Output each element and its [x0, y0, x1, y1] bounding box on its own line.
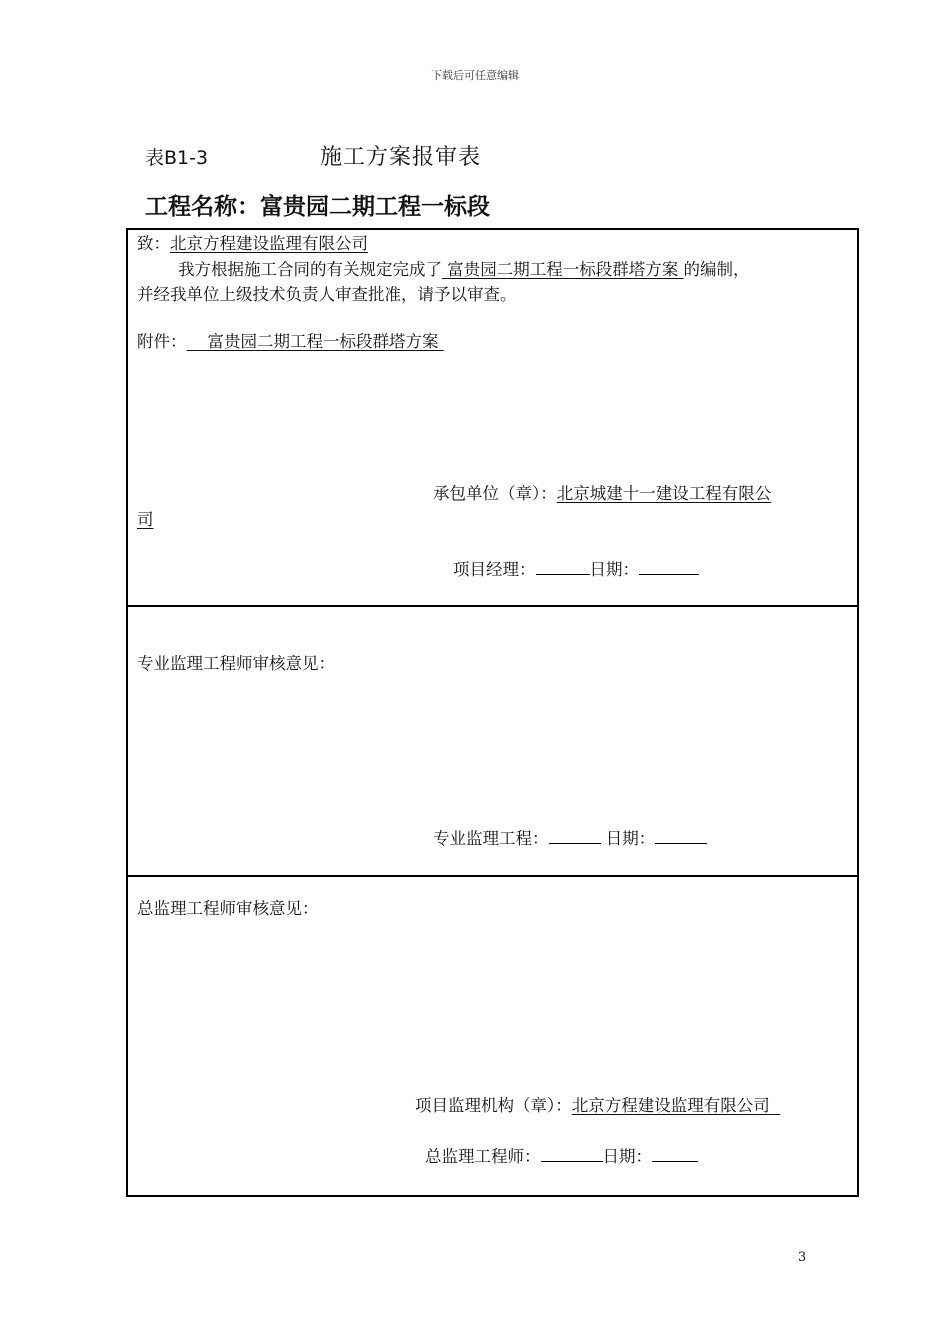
org-name: 北京方程建设监理有限公司 [571, 1096, 770, 1115]
plan-name: 富贵园二期工程一标段群塔方案 [447, 260, 679, 279]
pm-signature-blank[interactable] [536, 558, 590, 575]
chief-date-label: 日期： [602, 1147, 652, 1166]
header-note: 下载后可任意编辑 [431, 69, 519, 82]
pm-date-blank[interactable] [639, 558, 699, 575]
body-suffix: 的编制， [683, 260, 750, 279]
pm-label: 项目经理： [453, 560, 536, 579]
specialist-sign-label: 专业监理工程： [433, 829, 549, 848]
chief-sign-label: 总监理工程师： [425, 1147, 541, 1166]
form-title: 施工方案报审表 [320, 145, 482, 170]
form-code: 表B1-3 [145, 147, 209, 169]
project-name: 富贵园二期工程一标段 [260, 194, 490, 220]
supervision-org-line [415, 1095, 780, 1117]
chief-signature-blank[interactable] [541, 1145, 603, 1162]
attachment-line [137, 331, 444, 353]
specialist-date-label: 日期： [605, 829, 656, 848]
project-label: 工程名称： [145, 194, 260, 220]
chief-review-section [128, 877, 857, 1195]
contractor-line [433, 483, 771, 505]
body-prefix: 我方根据施工合同的有关规定完成了 [178, 260, 442, 279]
addressee-line [137, 233, 368, 255]
attachment-label: 附件： [137, 332, 187, 351]
contractor-name: 北京城建十一建设工程有限公 [556, 484, 772, 503]
specialist-review-heading: 专业监理工程师审核意见： [137, 654, 335, 673]
chief-review-heading: 总监理工程师审核意见： [137, 899, 319, 918]
chief-sign-line [425, 1145, 698, 1168]
specialist-sign-line [433, 827, 707, 850]
specialist-signature-blank[interactable] [549, 827, 601, 844]
specialist-date-blank[interactable] [655, 827, 707, 844]
org-label: 项目监理机构（章）： [415, 1096, 572, 1115]
submission-section [128, 230, 857, 607]
to-company: 北京方程建设监理有限公司 [170, 234, 368, 253]
submission-body-line-2: 并经我单位上级技术负责人审查批准，请予以审查。 [137, 285, 517, 304]
contractor-name-continued: 司 [137, 510, 154, 529]
submission-body-line-1 [178, 259, 750, 281]
chief-date-blank[interactable] [652, 1145, 698, 1162]
pm-sign-line [453, 558, 699, 581]
to-label: 致： [137, 234, 170, 253]
specialist-review-section [128, 607, 857, 877]
pm-date-label: 日期： [589, 560, 639, 579]
project-name-line [145, 188, 490, 221]
contractor-name-wrap [137, 509, 154, 531]
review-form-table [126, 228, 859, 1197]
contractor-label: 承包单位（章）： [433, 484, 557, 503]
attachment-value: 富贵园二期工程一标段群塔方案 [207, 332, 439, 351]
page-number: 3 [798, 1250, 807, 1265]
